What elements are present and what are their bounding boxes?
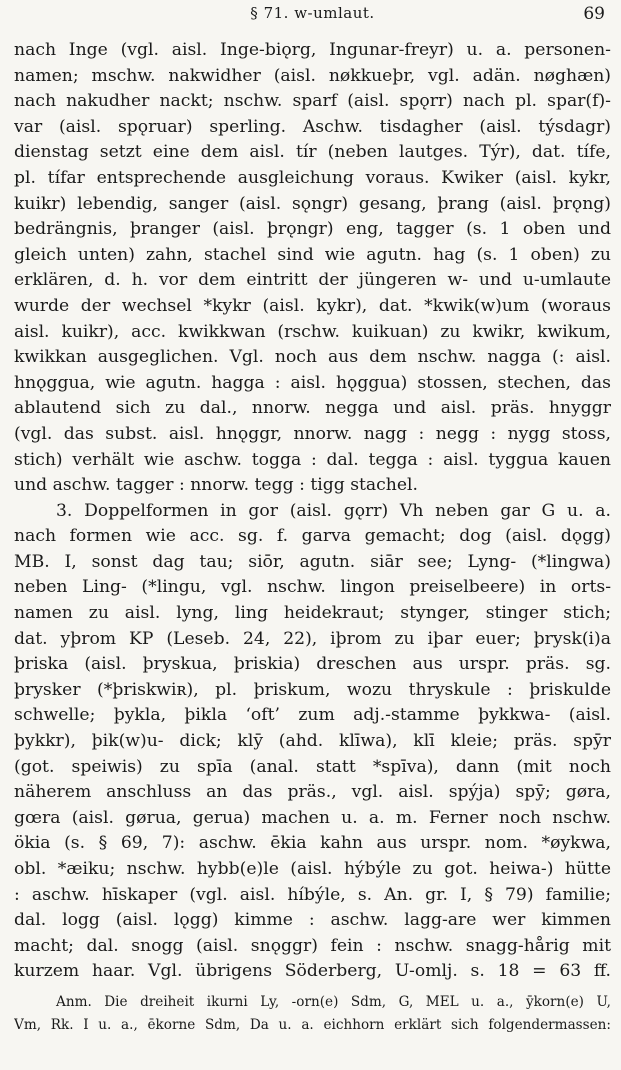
text-line: ökia (s. § 69, 7): aschw. ēkia kahn aus urspr. nom. *øykwa, (14, 833, 611, 854)
text-line: bedrängnis, þranger (aisl. þrǫngr) eng, tagger (s. 1 oben und (14, 219, 611, 240)
text-line: kuikr) lebendig, sanger (aisl. sǫngr) gesang, þrang (aisl. þrǫng) (14, 193, 611, 214)
text-line: (got. speiwis) zu spīa (anal. statt *spīva), dann (mit noch (14, 756, 611, 777)
text-line: erklären, d. h. vor dem eintritt der jüngeren w- und u-umlaute (14, 270, 611, 291)
text-line: var (aisl. spǫruar) sperling. Aschw. tisdagher (aisl. týsdagr) (14, 116, 611, 137)
text-line: nach nakudher nackt; nschw. sparf (aisl. spǫrr) nach pl. spar(f)- (14, 91, 611, 112)
paragraph-start: 3. Doppelformen in gor (aisl. gǫrr) Vh neben gar G u. a. (56, 500, 611, 521)
footnote (14, 991, 611, 1037)
text-line: þykkr), þik(w)u- dick; klȳ (ahd. klīwa), klī kleie; präs. spȳr (14, 731, 611, 752)
text-line: (vgl. das subst. aisl. hnǫggr, nnorw. nagg : negg : nygg stoss, (14, 423, 611, 444)
text-line: MB. I, sonst dag tau; siōr, agutn. siār see; Lyng- (*lingwa) (14, 551, 611, 572)
text-line: obl. *æiku; nschw. hybb(e)le (aisl. hýbýle zu got. heiwa-) hütte (14, 859, 611, 879)
text-line: nach formen wie acc. sg. f. garva gemacht; dog (aisl. dǫgg) (14, 526, 611, 547)
text-line: neben Ling- (*lingu, vgl. nschw. lingon preiselbeere) in orts- (14, 577, 611, 598)
text-line: hnǫggua, wie agutn. hagga : aisl. hǫggua) stossen, stechen, das (14, 372, 611, 393)
note-line: Vm, Rk. I u. a., ēkorne Sdm, Da u. a. eichhorn erklärt sich folgendermassen: (14, 1016, 611, 1033)
note-line: Anm. Die dreiheit ikurni Ly, -orn(e) Sdm, G, MEL u. a., ȳkorn(e) U, (56, 993, 611, 1010)
text-line: gleich unten) zahn, stachel sind wie agutn. hag (s. 1 oben) zu (14, 244, 611, 265)
page-number: 69 (583, 4, 605, 24)
text-line: dal. logg (aisl. lǫgg) kimme : aschw. lagg-are wer kimmen (14, 910, 611, 931)
text-line: pl. tífar entsprechende ausgleichung voraus. Kwiker (aisl. kykr, (14, 167, 611, 188)
text-line: : aschw. hīskaper (vgl. aisl. híbýle, s. An. gr. I, § 79) familie; (14, 884, 611, 905)
text-line: ablautend sich zu dal., nnorw. negga und aisl. präs. hnyggr (14, 398, 611, 419)
text-line: gœra (aisl. gørua, gerua) machen u. a. m. Ferner noch nschw. (14, 807, 611, 828)
text-line: stich) verhält wie aschw. togga : dal. tegga : aisl. tyggua kauen (14, 449, 611, 470)
text-line: dat. yþrom KP (Leseb. 24, 22), iþrom zu iþar euer; þrysk(i)a (14, 628, 611, 649)
text-line: aisl. kuikr), acc. kwikkwan (rschw. kuikuan) zu kwikr, kwikum, (14, 321, 611, 342)
text-line: nach Inge (vgl. aisl. Inge-biǫrg, Ingunar-freyr) u. a. personen- (14, 40, 611, 60)
text-line: namen zu aisl. lyng, ling heidekraut; stynger, stinger stich; (14, 603, 611, 624)
text-line: wurde der wechsel *kykr (aisl. kykr), dat. *kwik(w)um (woraus (14, 295, 611, 316)
text-line: dienstag setzt eine dem aisl. tír (neben lautges. Týr), dat. tífe, (14, 142, 611, 163)
text-line: kurzem haar. Vgl. übrigens Söderberg, U-omlj. s. 18 = 63 ff. (14, 961, 611, 982)
text-line: kwikkan ausgeglichen. Vgl. noch aus dem nschw. nagga (: aisl. (14, 347, 611, 368)
text-line: schwelle; þykla, þikla ‘oft’ zum adj.-stamme þykkwa- (aisl. (14, 705, 611, 726)
text-line: namen; mschw. nakwidher (aisl. nøkkueþr, vgl. adän. nøghæn) (14, 65, 611, 86)
body-text (14, 38, 611, 1037)
text-line: þrysker (*þriskwiʀ), pl. þriskum, wozu thryskule : þriskulde (14, 679, 611, 700)
section-title: § 71. w-umlaut. (250, 4, 375, 22)
text-line: macht; dal. snogg (aisl. snǫggr) fein : nschw. snagg-hårig mit (14, 935, 611, 956)
running-head (14, 4, 611, 26)
text-line: näherem anschluss an das präs., vgl. aisl. spýja) spȳ; gøra, (14, 782, 611, 803)
text-line: und aschw. tagger : nnorw. tegg : tigg stachel. (14, 475, 419, 496)
text-line: þriska (aisl. þryskua, þriskia) dreschen aus urspr. präs. sg. (14, 654, 611, 675)
